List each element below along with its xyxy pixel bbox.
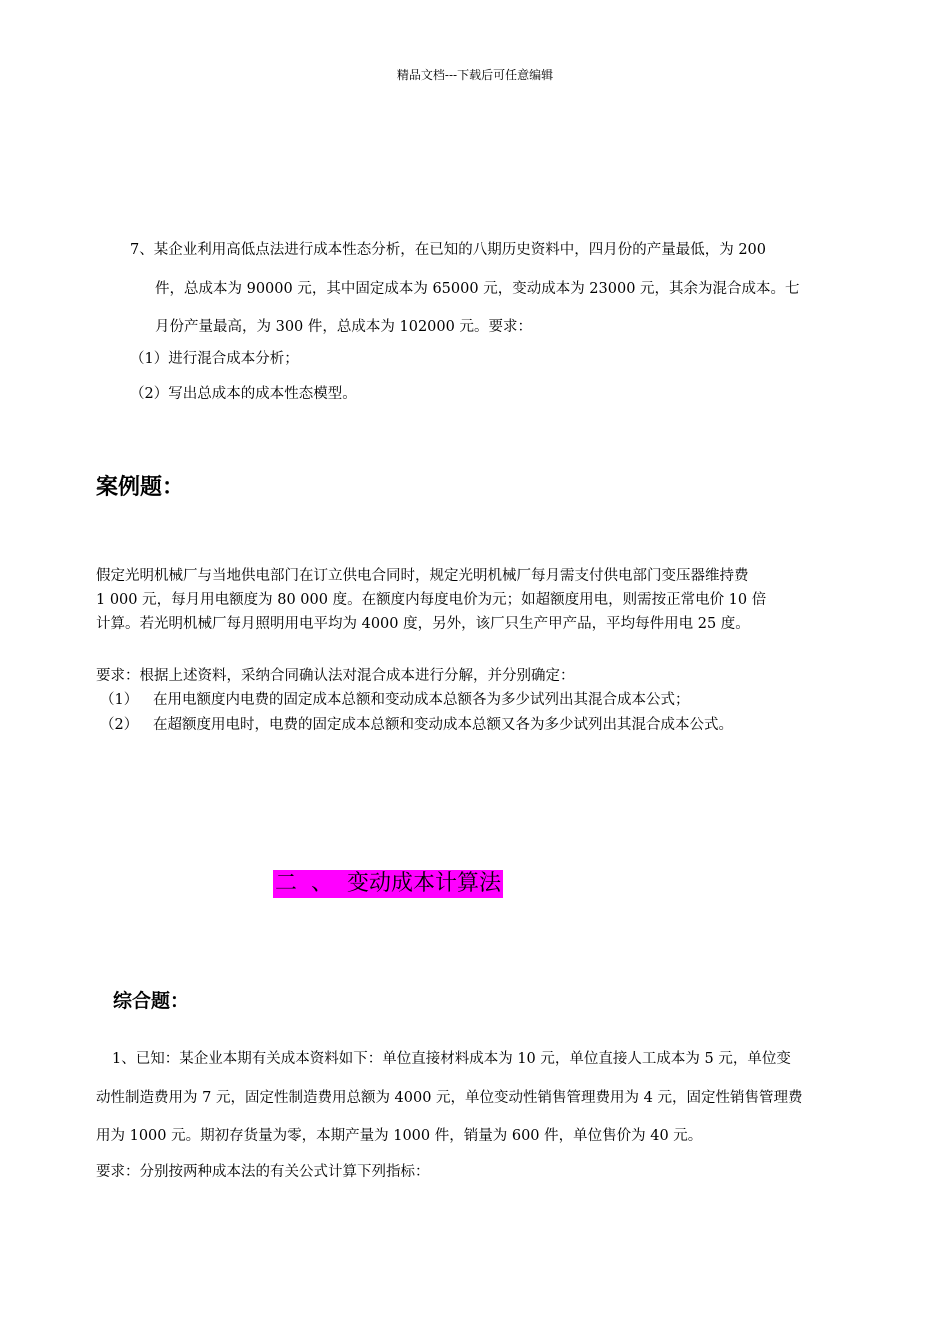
comp-q1-line-3: 用为 1000 元。期初存货量为零，本期产量为 1000 件，销量为 600 件，单位售价为 40 元。	[96, 1128, 703, 1144]
case-item-2-text: 在超额度用电时，电费的固定成本总额和变动成本总额又各为多少试列出其混合成本公式。	[153, 717, 733, 733]
case-para-line-3: 计算。若光明机械厂每月照明用电平均为 4000 度，另外，该厂只生产甲产品，平均每件用电 25 度。	[96, 616, 750, 632]
q7-line-1: 7、某企业利用高低点法进行成本性态分析，在已知的八期历史资料中，四月份的产量最低，为 200	[130, 242, 767, 258]
case-para-line-2: 1 000 元，每月用电额度为 80 000 度。在额度内每度电价为元；如超额度用电，则需按正常电价 10 倍	[96, 592, 767, 608]
case-requirement: 要求：根据上述资料，采纳合同确认法对混合成本进行分解，并分别确定：	[96, 668, 575, 684]
q7-requirement-2: （2）写出总成本的成本性态模型。	[130, 386, 357, 402]
case-item-1-text: 在用电额度内电费的固定成本总额和变动成本总额各为多少试列出其混合成本公式；	[153, 692, 690, 708]
case-item-2-number: （2）	[100, 717, 139, 733]
comprehensive-heading: 综合题：	[113, 990, 190, 1012]
q7-line-3: 月份产量最高，为 300 件，总成本为 102000 元。要求：	[155, 319, 532, 335]
page-header: 精品文档---下载后可任意编辑	[396, 68, 554, 82]
comp-q1-line-2: 动性制造费用为 7 元，固定性制造费用总额为 4000 元，单位变动性销售管理费用为 4 元，固定性销售管理费	[96, 1090, 803, 1106]
comp-q1-line-1: 1、已知：某企业本期有关成本资料如下：单位直接材料成本为 10 元，单位直接人工成本为 5 元，单位变	[112, 1051, 791, 1067]
section-2-separator: 、	[311, 871, 334, 896]
case-item-1-number: （1）	[100, 692, 139, 708]
section-2-number: 二	[275, 871, 298, 896]
section-2-title: 变动成本计算法	[347, 871, 502, 896]
case-heading: 案例题：	[96, 475, 185, 500]
q7-line-2: 件，总成本为 90000 元，其中固定成本为 65000 元，变动成本为 23000 元，其余为混合成本。七	[155, 281, 800, 297]
comp-requirement: 要求：分别按两种成本法的有关公式计算下列指标：	[96, 1164, 430, 1180]
section-2-heading	[273, 870, 503, 898]
case-para-line-1: 假定光明机械厂与当地供电部门在订立供电合同时，规定光明机械厂每月需支付供电部门变压器维持费	[96, 568, 749, 584]
q7-requirement-1: （1）进行混合成本分析；	[130, 351, 299, 367]
